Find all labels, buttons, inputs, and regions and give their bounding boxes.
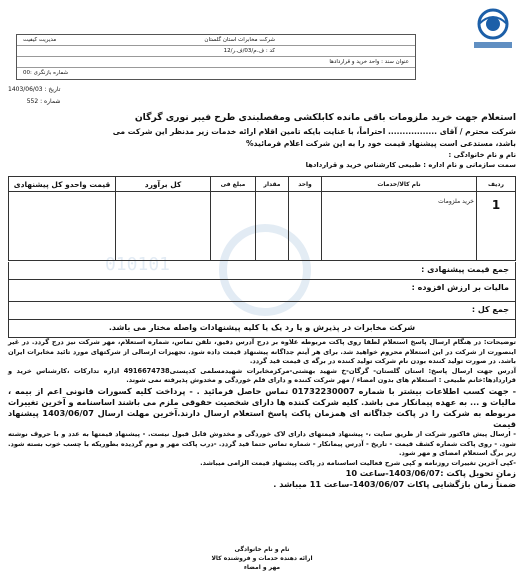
request-line: باشد، مستدعی است پیشنهاد قیمت خود را به این شرکت اعلام فرمائید% bbox=[246, 139, 516, 148]
note-paragraph: ضمناً زمان بازگشایی پاکات 1403/06/07-ساعت 11 میباشد . bbox=[273, 479, 516, 490]
signature-role: ارائه دهنده خدمات و فروشنده کالا bbox=[211, 555, 313, 562]
notes-section bbox=[8, 338, 516, 490]
doc-code: کد : ف.م/03/ف.ر/12 bbox=[223, 48, 275, 54]
name-line: نام و نام خانوادگی : bbox=[448, 151, 516, 159]
doc-title: عنوان سند : واحد خرید و قراردادها bbox=[329, 59, 409, 65]
quality-mgmt: مدیریت کیفیت bbox=[23, 37, 57, 43]
col-offer: قیمت واحدو کل پیشنهادی bbox=[9, 177, 116, 192]
total-offer-row: جمع قیمت پیشنهادی : bbox=[8, 262, 516, 280]
col-unit: واحد bbox=[289, 177, 322, 192]
org-line: سمت سازمانی و نام اداره : طبیعی کارشناس خرید و قراردادها bbox=[305, 161, 516, 169]
col-unit-price: مبلغ فی bbox=[211, 177, 256, 192]
page-title: استعلام جهت خرید ملزومات باقی مانده کابلکشی ومفصلبندی طرح فیبر نوری گرگان bbox=[134, 112, 516, 123]
header-info-box bbox=[16, 34, 416, 80]
note-paragraph: -کپی آخرین تغییرات روزنامه و کپی شرح فعالیت اساسنامه در پاکت پیشنهاد قیمت الزامی میباشد. bbox=[200, 458, 516, 467]
salutation-line: شرکت محترم / آقای ................. احتراماً، با عنایت بایکه تامین اقلام ارائه خدمات زیر مدنظر این شرکت می bbox=[112, 127, 516, 136]
document-header bbox=[8, 6, 516, 84]
doc-date: تاریخ : 1403/06/03 bbox=[8, 86, 61, 93]
svg-text:010101: 010101 bbox=[104, 254, 170, 275]
col-row: ردیف bbox=[477, 177, 516, 192]
signature-stamp: مهر و امضاء bbox=[243, 564, 281, 571]
table-row: 1 خرید ملزومات bbox=[9, 192, 516, 261]
note-paragraph: آدرس جهت ارسال پاسخ: استان گلستان- گرگان-خ شهید بهشتی-مرکزمخابرات شهیدمسلمی کدپستی4916674738 اداره تدارکات ،کارشناس خرید و قراردادها:خانم طبیعی : استعلام های بدون امضاء / مهر شرکت کننده و دارای قلم خوردگی و مخدوش پذیرفته نمی شوند. bbox=[8, 366, 516, 385]
signature-name: نام و نام خانوادگی bbox=[234, 546, 290, 553]
doc-meta bbox=[8, 86, 60, 110]
col-item: نام کالا/خدمات bbox=[322, 177, 477, 192]
note-paragraph: زمان تحویل پاکت :1403/06/07-ساعت 10 bbox=[345, 468, 516, 479]
archive-number: شماره بازنگری :00 bbox=[23, 70, 69, 76]
doc-number: شماره : 552 bbox=[26, 98, 61, 105]
note-paragraph: - ارسال پیش فاکتور شرکت از طریق سایت ،- پیشنهاد قیمتهای دارای لاک خوردگی و مخدوش قابل قبول نیست. - پیشنهاد قیمتها به عدد و با حروف نوشته شود. - روی پاکت شماره کشف قیمت - تاریخ - آدرس پیمانکار - شماره تماس حتما قید گردد. -درب پاکت مهر و موم گردیده بطوریکه با چسب خوب بسته شود. زیر برگ استعلام امضای و مهر شود. bbox=[8, 429, 516, 458]
org-name: شرکت مخابرات استان گلستان bbox=[204, 37, 275, 43]
vat-row: مالیات بر ارزش افزوده : bbox=[8, 280, 516, 302]
rights-row: شرکت مخابرات در پذیرش و یا رد یک یا کلیه پیشنهادات واصله مختار می باشد. bbox=[8, 320, 516, 338]
tci-logo-icon bbox=[470, 6, 516, 52]
items-table bbox=[8, 176, 516, 261]
col-qty: مقدار bbox=[256, 177, 289, 192]
note-paragraph: توضیحات: در هنگام ارسال پاسخ استعلام لطفا روی پاکت مربوطه علاوه بر درج آدرس دقیق، تلفن تماس، شماره استعلام، مهر شرکت نیز درج گردد. در غیر اینصورت از شرکت در این استعلام محروم خواهید شد. برای هر آیتم جداگانه پیشنهاد قیمت داده شود. تجهیزات ارسالی از شرکتهای مورد تائید مخابرات ایران باشد. در صورت تولید کننده بودن نام شرکت تولید کننده در برگه ی قیمت قید گردد. bbox=[8, 338, 516, 366]
col-estimate: کل برآورد bbox=[116, 177, 211, 192]
note-paragraph: - جهت کسب اطلاعات بیشتر با شماره 01732230007 تماس حاصل فرمائید . - پرداخت کلیه کسورات قانونی اعم از بیمه ، مالیات و ... به عهده پیمانکار می باشد. کلیه شرکت کننده ها دارای شخصیت حقوقی ملزم می باشند اساسنامه و آخرین تغییرات مربوطه به شرکت را در پاکت جداگانه ای همزمان پاکت پاسخ استعلام ارسال دارند.آخرین مهلت ارسال 1403/06/07 پیشنهاد قیمت bbox=[8, 385, 517, 429]
grand-total-row: جمع کل : bbox=[8, 302, 516, 320]
